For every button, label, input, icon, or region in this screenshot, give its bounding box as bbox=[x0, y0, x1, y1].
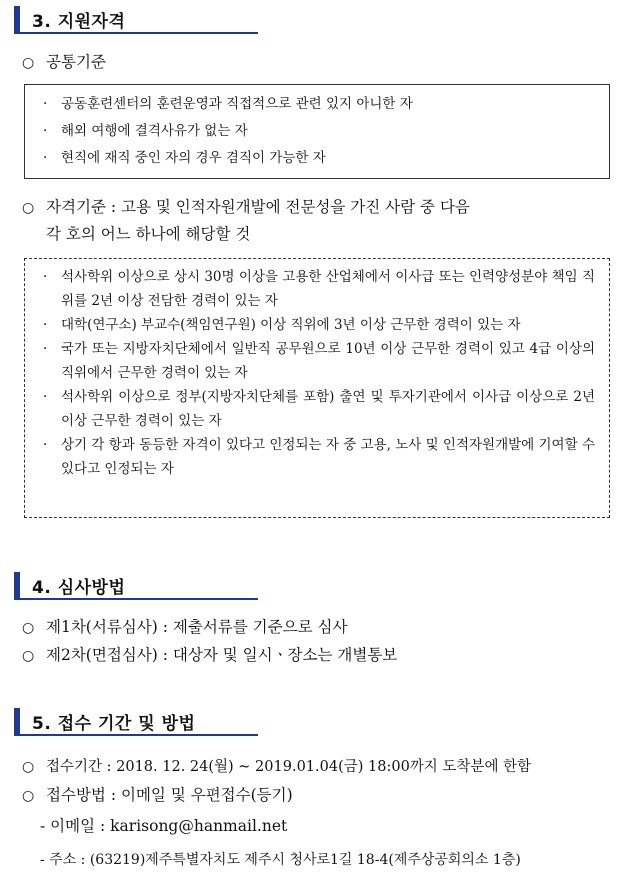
application-method: ○ 접수방법 : 이메일 및 우편접수(등기) bbox=[22, 783, 293, 808]
list-item: · 해외 여행에 결격사유가 없는 자 bbox=[43, 123, 248, 139]
section-bar bbox=[14, 6, 20, 33]
section-3-title: 3. 지원자격 bbox=[32, 12, 126, 32]
list-item: · 석사학위 이상으로 상시 30명 이상을 고용한 산업체에서 이사급 또는 인력양성분야 책임 직위를 2년 이상 전담한 경력이 있는 자 bbox=[43, 269, 595, 309]
list-item: · 국가 또는 지방자치단체에서 일반직 공무원으로 10년 이상 근무한 경력이 있고 4급 이상의 직위에서 근무한 경력이 있는 자 bbox=[43, 341, 595, 381]
screening-first: ○ 제1차(서류심사) : 제출서류를 기준으로 심사 bbox=[22, 615, 347, 640]
list-item: · 상기 각 항과 동등한 자격이 있다고 인정되는 자 중 고용, 노사 및 인적자원개발에 기여할 수 있다고 인정되는 자 bbox=[43, 437, 595, 477]
circle-marker: ○ bbox=[22, 788, 35, 804]
common-criteria-box bbox=[24, 84, 610, 179]
section-bar bbox=[14, 708, 20, 735]
circle-marker: ○ bbox=[22, 648, 35, 664]
common-criteria-heading bbox=[22, 50, 106, 75]
common-criteria-label: 공통기준 bbox=[46, 53, 106, 71]
screening-second: ○ 제2차(면접심사) : 대상자 및 일시ㆍ장소는 개별통보 bbox=[22, 643, 397, 668]
section-bar bbox=[14, 572, 20, 599]
application-period: ○ 접수기간 : 2018. 12. 24(월) ~ 2019.01.04(금) 18:00까지 도착분에 한함 bbox=[22, 755, 531, 779]
section-3-header bbox=[14, 6, 258, 34]
qualification-heading: ○ 자격기준 : 고용 및 인적자원개발에 전문성을 가진 사람 중 다음 각 호의 어느 하나에 해당할 것 bbox=[22, 194, 622, 247]
section-4-title: 4. 심사방법 bbox=[32, 578, 126, 598]
list-item: · 석사학위 이상으로 정부(지방자치단체를 포함) 출연 및 투자기관에서 이사급 이상으로 2년 이상 근무한 경력이 있는 자 bbox=[43, 389, 595, 429]
application-address: - 주소 : (63219)제주특별자치도 제주시 청사로1길 18-4(제주상공회의소 1층) bbox=[40, 852, 521, 868]
circle-marker: ○ bbox=[22, 55, 35, 71]
circle-marker: ○ bbox=[22, 759, 35, 775]
circle-marker: ○ bbox=[22, 200, 35, 216]
section-5-header bbox=[14, 708, 258, 736]
list-item: · 공동훈련센터의 훈련운영과 직접적으로 관련 있지 아니한 자 bbox=[43, 96, 413, 112]
circle-marker: ○ bbox=[22, 620, 35, 636]
list-item: · 대학(연구소) 부교수(책임연구원) 이상 직위에 3년 이상 근무한 경력이 있는 자 bbox=[43, 317, 521, 333]
section-4-header bbox=[14, 572, 258, 600]
section-5-title: 5. 접수 기간 및 방법 bbox=[32, 714, 196, 734]
list-item: · 현직에 재직 중인 자의 경우 겸직이 가능한 자 bbox=[43, 150, 326, 166]
qualification-box bbox=[24, 258, 610, 518]
application-email: - 이메일 : karisong@hanmail.net bbox=[40, 817, 288, 835]
